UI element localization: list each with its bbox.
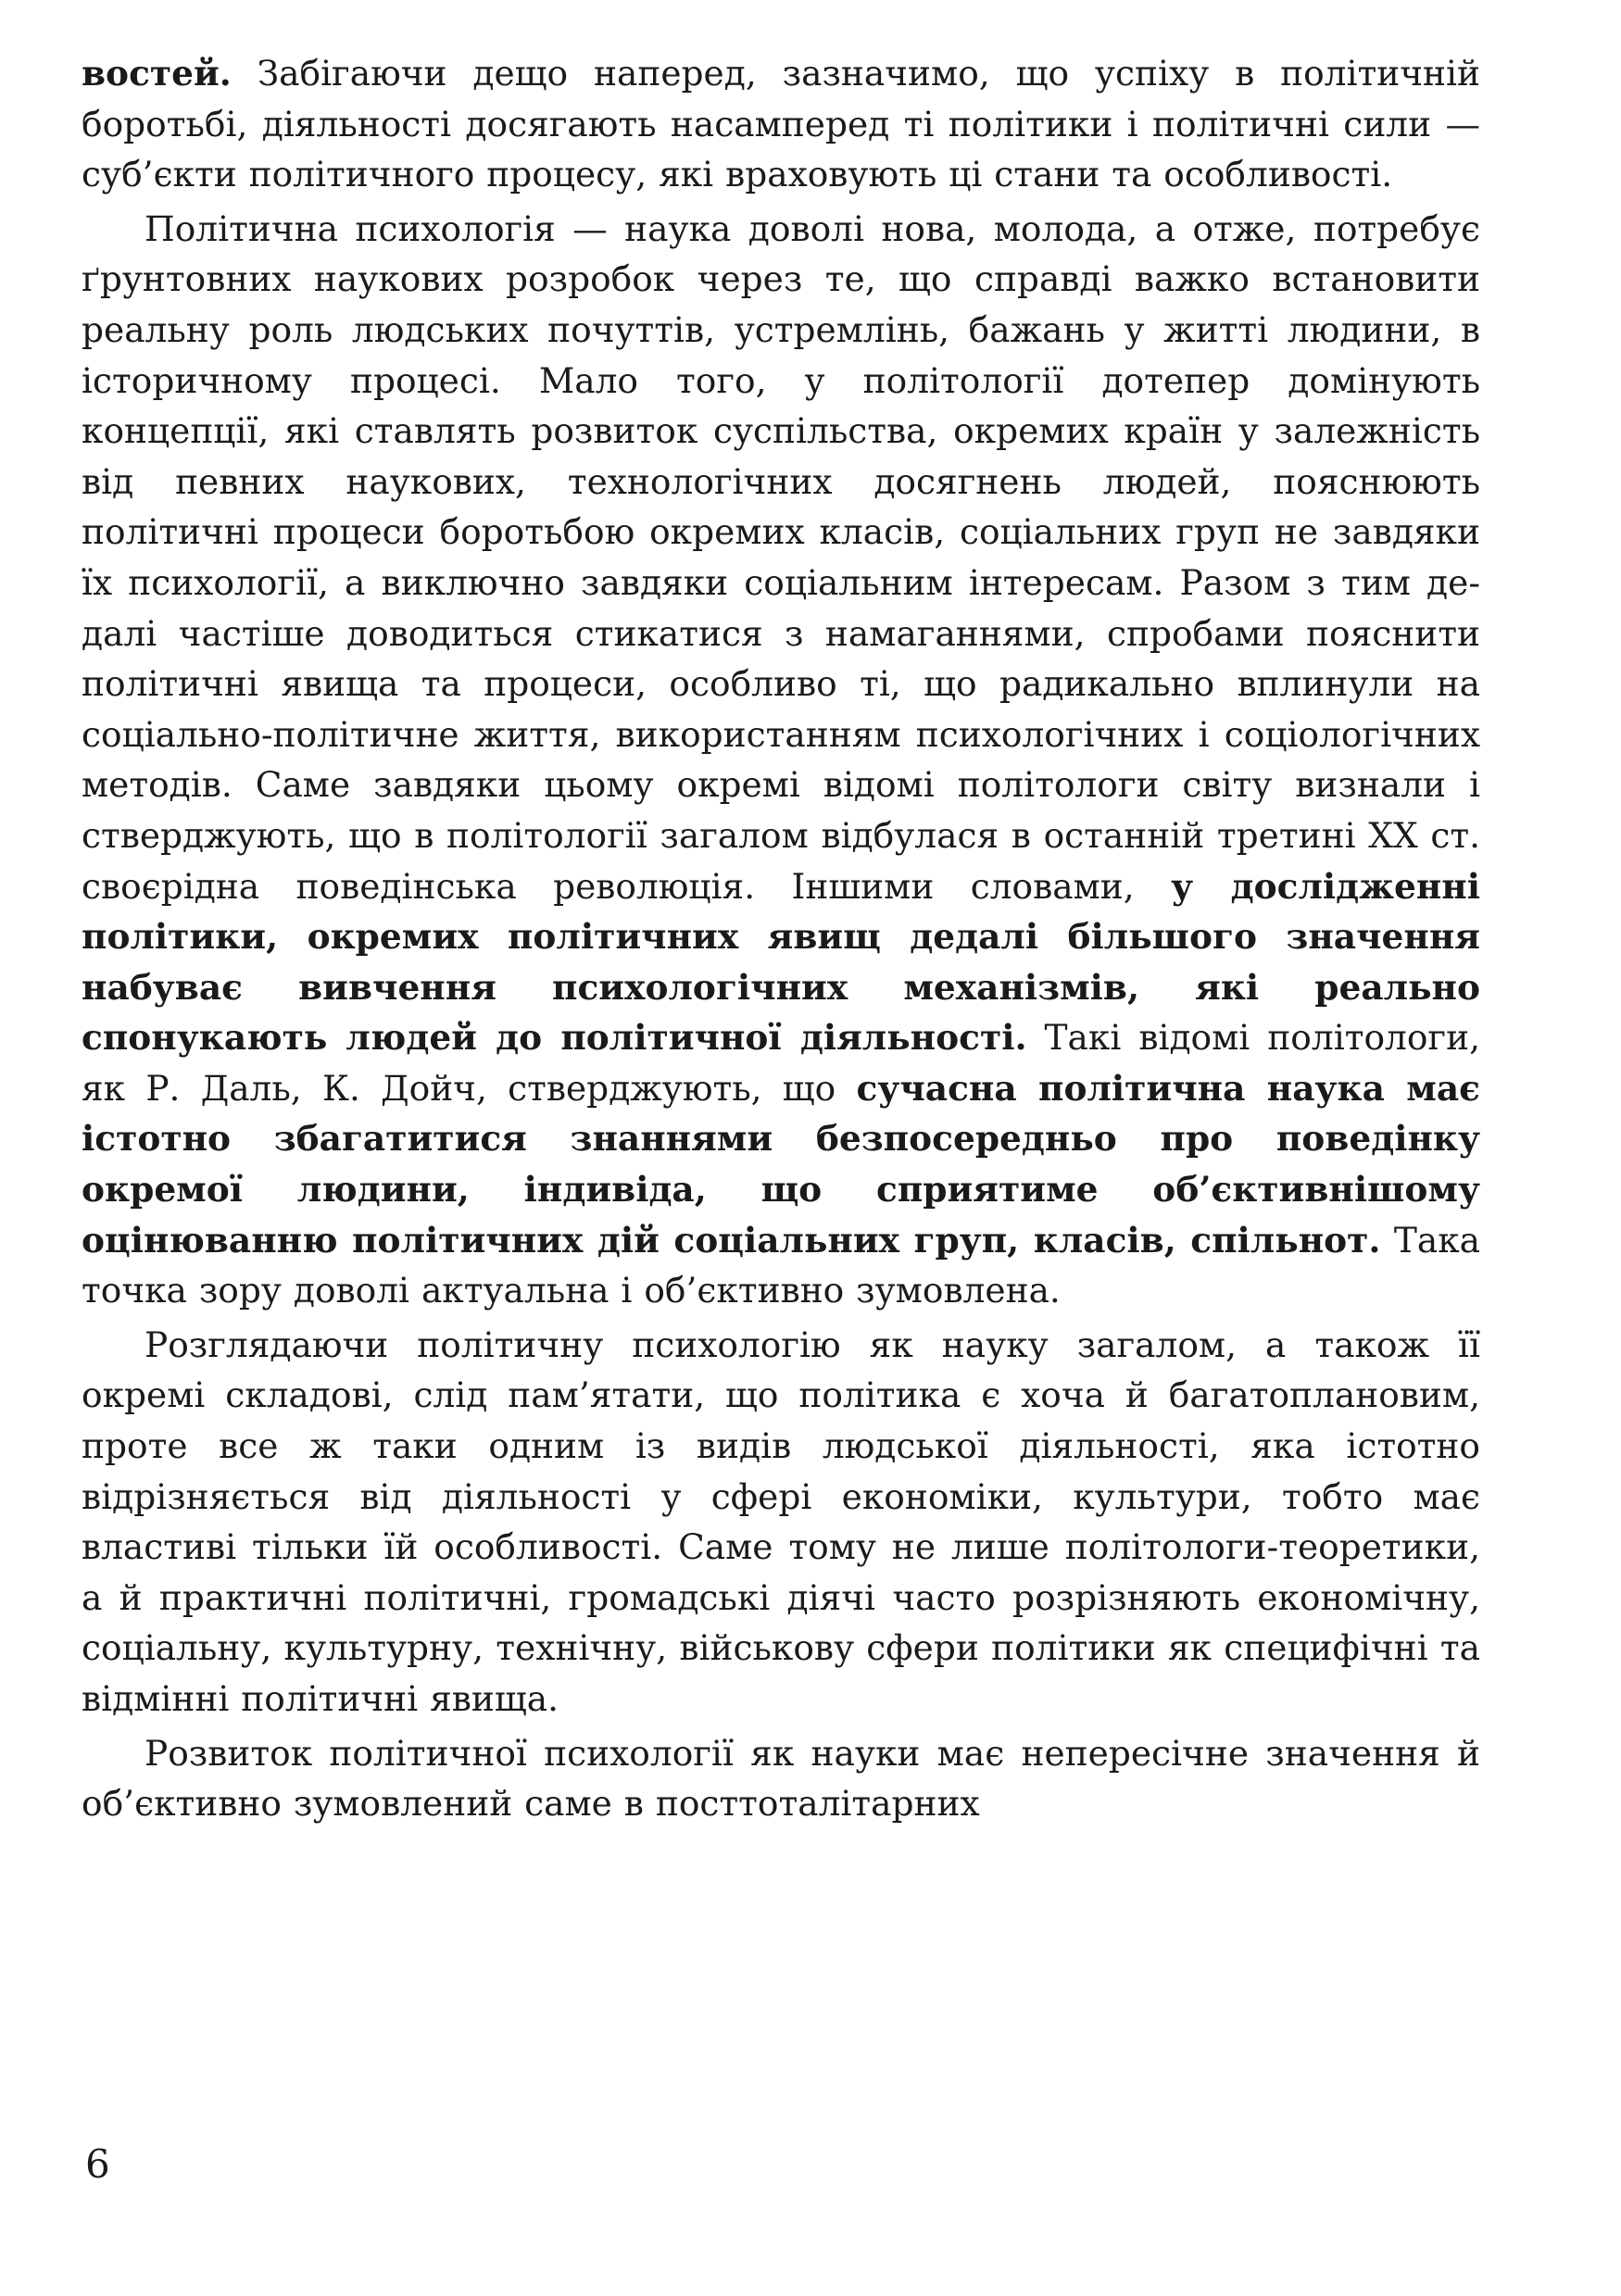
paragraph-2-run-5: Така точка зору доволі актуальна і об’єктивно зумовлена. <box>82 1219 1480 1311</box>
paragraph-2-run-1: Політична психологія — наука доволі нова, молода, а отже, потребує ґрунтовних наукових розробок через те, що справді важко встановити реальну роль людських почуттів, устремлінь, бажань у житті людини, в історичному процесі. Мало того, у політології дотепер домінують концепції, які ставлять розвиток суспільства, окремих країн у залежність від певних наукових, технологічних досягнень людей, пояснюють політичні процеси боротьбою окремих класів, соціальних груп не завдяки їх психології, а виключно завдяки соціальним інтересам. Разом з тим дедалі частіше доводиться стикатися з намаганнями, спробами пояснити політичні явища та процеси, особливо ті, що радикально вплинули на соціально-політичне життя, використанням психологічних і соціологічних методів. Саме завдяки цьому окремі відомі політологи світу визнали і стверджують, що в політології загалом відбулася в останній третині XX ст. своєрідна поведінська революція. Іншими словами, <box>82 207 1480 907</box>
paragraph-1-run-1: востей. <box>82 53 232 94</box>
paragraph-3-run-1: Розглядаючи політичну психологію як науку загалом, а також її окремі складові, слід пам’ятати, що політика є хоча й багатоплановим, проте все ж таки одним із видів людської діяльності, яка істотно відрізняється від діяльності у сфері економіки, культури, тобто має властиві тільки їй особливості. Саме тому не лише політологи-теоретики, а й практичні політичні, громадські діячі часто розрізняють економічну, соціальну, культурну, технічну, військову сфери політики як специфічні та відмінні політичні явища. <box>82 1324 1480 1719</box>
paragraph-2-run-3: Такі відомі політологи, як Р. Даль, К. Дойч, стверджують, що <box>82 1017 1480 1109</box>
paragraph-1 <box>82 48 1480 200</box>
paragraph-3 <box>82 1320 1480 1725</box>
paragraph-4-run-1: Розвиток політичної психології як науки має непересічне значення й об’єктивно зумовлений саме в посттоталітарних <box>82 1732 1480 1825</box>
page-body <box>82 48 1480 1829</box>
page-number: 6 <box>85 2141 110 2187</box>
paragraph-2-run-2: у дослідженні політики, окремих політичних явищ дедалі більшого значення набуває вивчення психологічних механізмів, які реально спонукають людей до політичної діяльності. <box>82 865 1480 1059</box>
paragraph-1-run-2: Забігаючи дещо наперед, зазначимо, що успіху в політичній боротьбі, діяльності досягають насамперед ті політики і політичні сили — суб’єкти політичного процесу, які враховують ці стани та особливості. <box>82 53 1480 195</box>
paragraph-2-run-4: сучасна політична наука має істотно збагатитися знаннями безпосередньо про поведінку окремої людини, індивіда, що сприятиме об’єктивнішому оцінюванню політичних дій соціальних груп, класів, спільнот. <box>82 1067 1480 1261</box>
paragraph-2 <box>82 204 1480 1316</box>
paragraph-4 <box>82 1728 1480 1829</box>
